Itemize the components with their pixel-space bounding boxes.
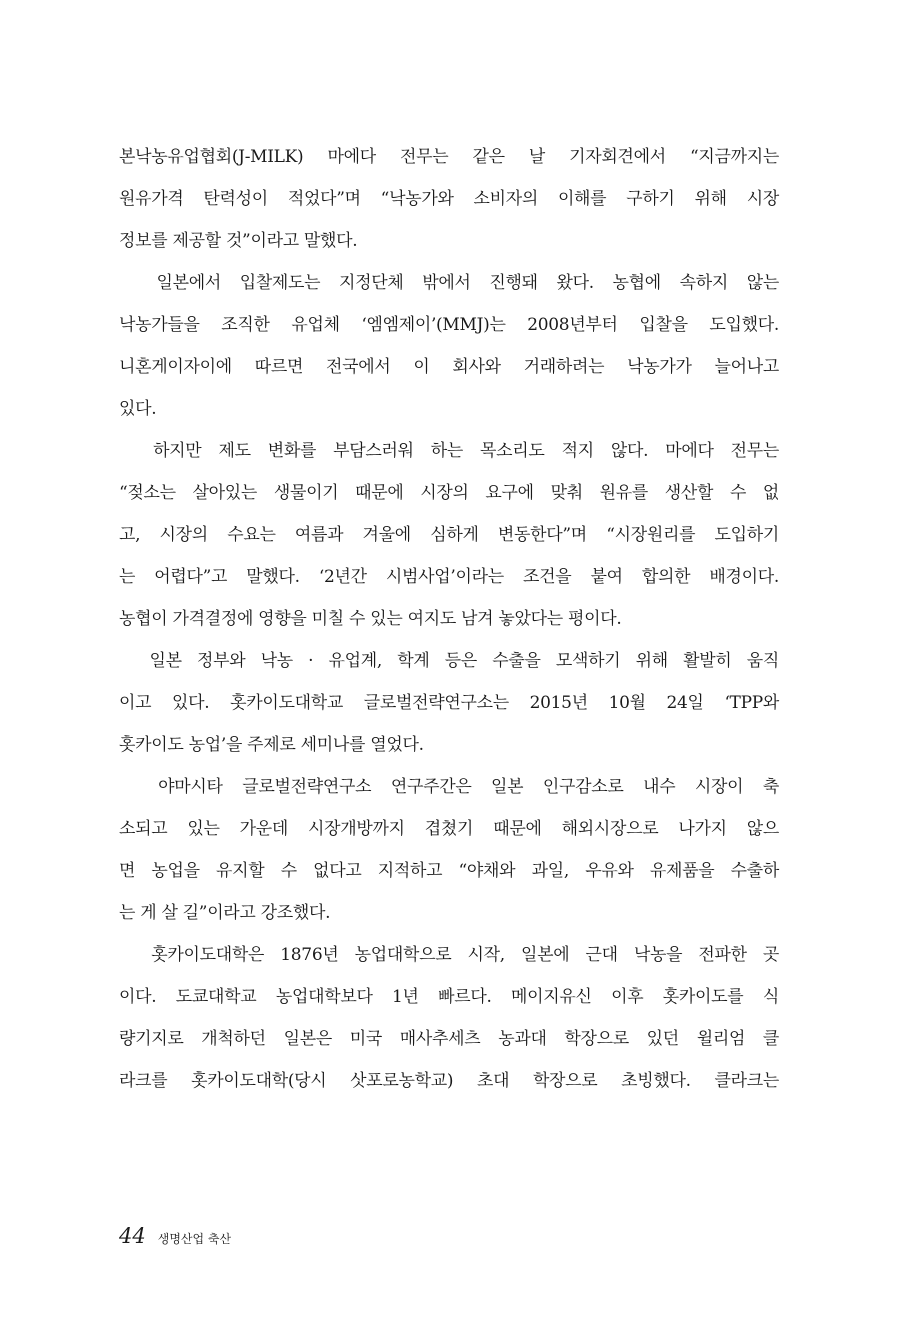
book-title: 생명산업 축산: [157, 1232, 232, 1246]
text-line: 정보를 제공할 것”이라고 말했다.: [119, 231, 358, 251]
page-footer: [119, 1224, 231, 1254]
text-line: 홋카이도대학은 1876년 농업대학으로 시작, 일본에 근대 낙농을 전파한 곳: [119, 945, 779, 965]
text-line: 낙농가들을 조직한 유업체 ‘엠엠제이’(MMJ)는 2008년부터 입찰을 도입했다.: [119, 315, 779, 335]
text-line: 있다.: [119, 399, 157, 419]
text-line: 본낙농유업협회(J-MILK) 마에다 전무는 같은 날 기자회견에서 “지금까지는: [119, 147, 779, 167]
text-line: 면 농업을 유지할 수 없다고 지적하고 “야채와 과일, 우유와 유제품을 수출하: [119, 861, 779, 881]
text-line: 야마시타 글로벌전략연구소 연구주간은 일본 인구감소로 내수 시장이 축: [119, 777, 779, 797]
body-text: [119, 136, 779, 1102]
text-line: “젖소는 살아있는 생물이기 때문에 시장의 요구에 맞춰 원유를 생산할 수 없: [119, 483, 779, 503]
text-line: 홋카이도 농업’을 주제로 세미나를 열었다.: [119, 735, 424, 755]
text-line: 니혼게이자이에 따르면 전국에서 이 회사와 거래하려는 낙농가가 늘어나고: [119, 357, 779, 377]
text-line: 농협이 가격결정에 영향을 미칠 수 있는 여지도 남겨 놓았다는 평이다.: [119, 609, 622, 629]
text-line: 라크를 홋카이도대학(당시 삿포로농학교) 초대 학장으로 초빙했다. 클라크는: [119, 1071, 779, 1091]
text-line: 는 어렵다”고 말했다. ‘2년간 시범사업’이라는 조건을 붙여 합의한 배경이다.: [119, 567, 779, 587]
text-line: 소되고 있는 가운데 시장개방까지 겹쳤기 때문에 해외시장으로 나가지 않으: [119, 819, 779, 839]
text-line: 일본에서 입찰제도는 지정단체 밖에서 진행돼 왔다. 농협에 속하지 않는: [119, 273, 779, 293]
text-line: 이고 있다. 홋카이도대학교 글로벌전략연구소는 2015년 10월 24일 ‘TPP와: [119, 693, 779, 713]
text-line: 량기지로 개척하던 일본은 미국 매사추세츠 농과대 학장으로 있던 윌리엄 클: [119, 1029, 779, 1049]
text-line: 고, 시장의 수요는 여름과 겨울에 심하게 변동한다”며 “시장원리를 도입하기: [119, 525, 779, 545]
page-number: 44: [119, 1224, 146, 1248]
text-line: 하지만 제도 변화를 부담스러워 하는 목소리도 적지 않다. 마에다 전무는: [119, 441, 779, 461]
text-line: 일본 정부와 낙농 · 유업계, 학계 등은 수출을 모색하기 위해 활발히 움직: [119, 651, 779, 671]
text-line: 이다. 도쿄대학교 농업대학보다 1년 빠르다. 메이지유신 이후 홋카이도를 식: [119, 987, 779, 1007]
text-line: 는 게 살 길”이라고 강조했다.: [119, 903, 331, 923]
text-line: 원유가격 탄력성이 적었다”며 “낙농가와 소비자의 이해를 구하기 위해 시장: [119, 189, 779, 209]
